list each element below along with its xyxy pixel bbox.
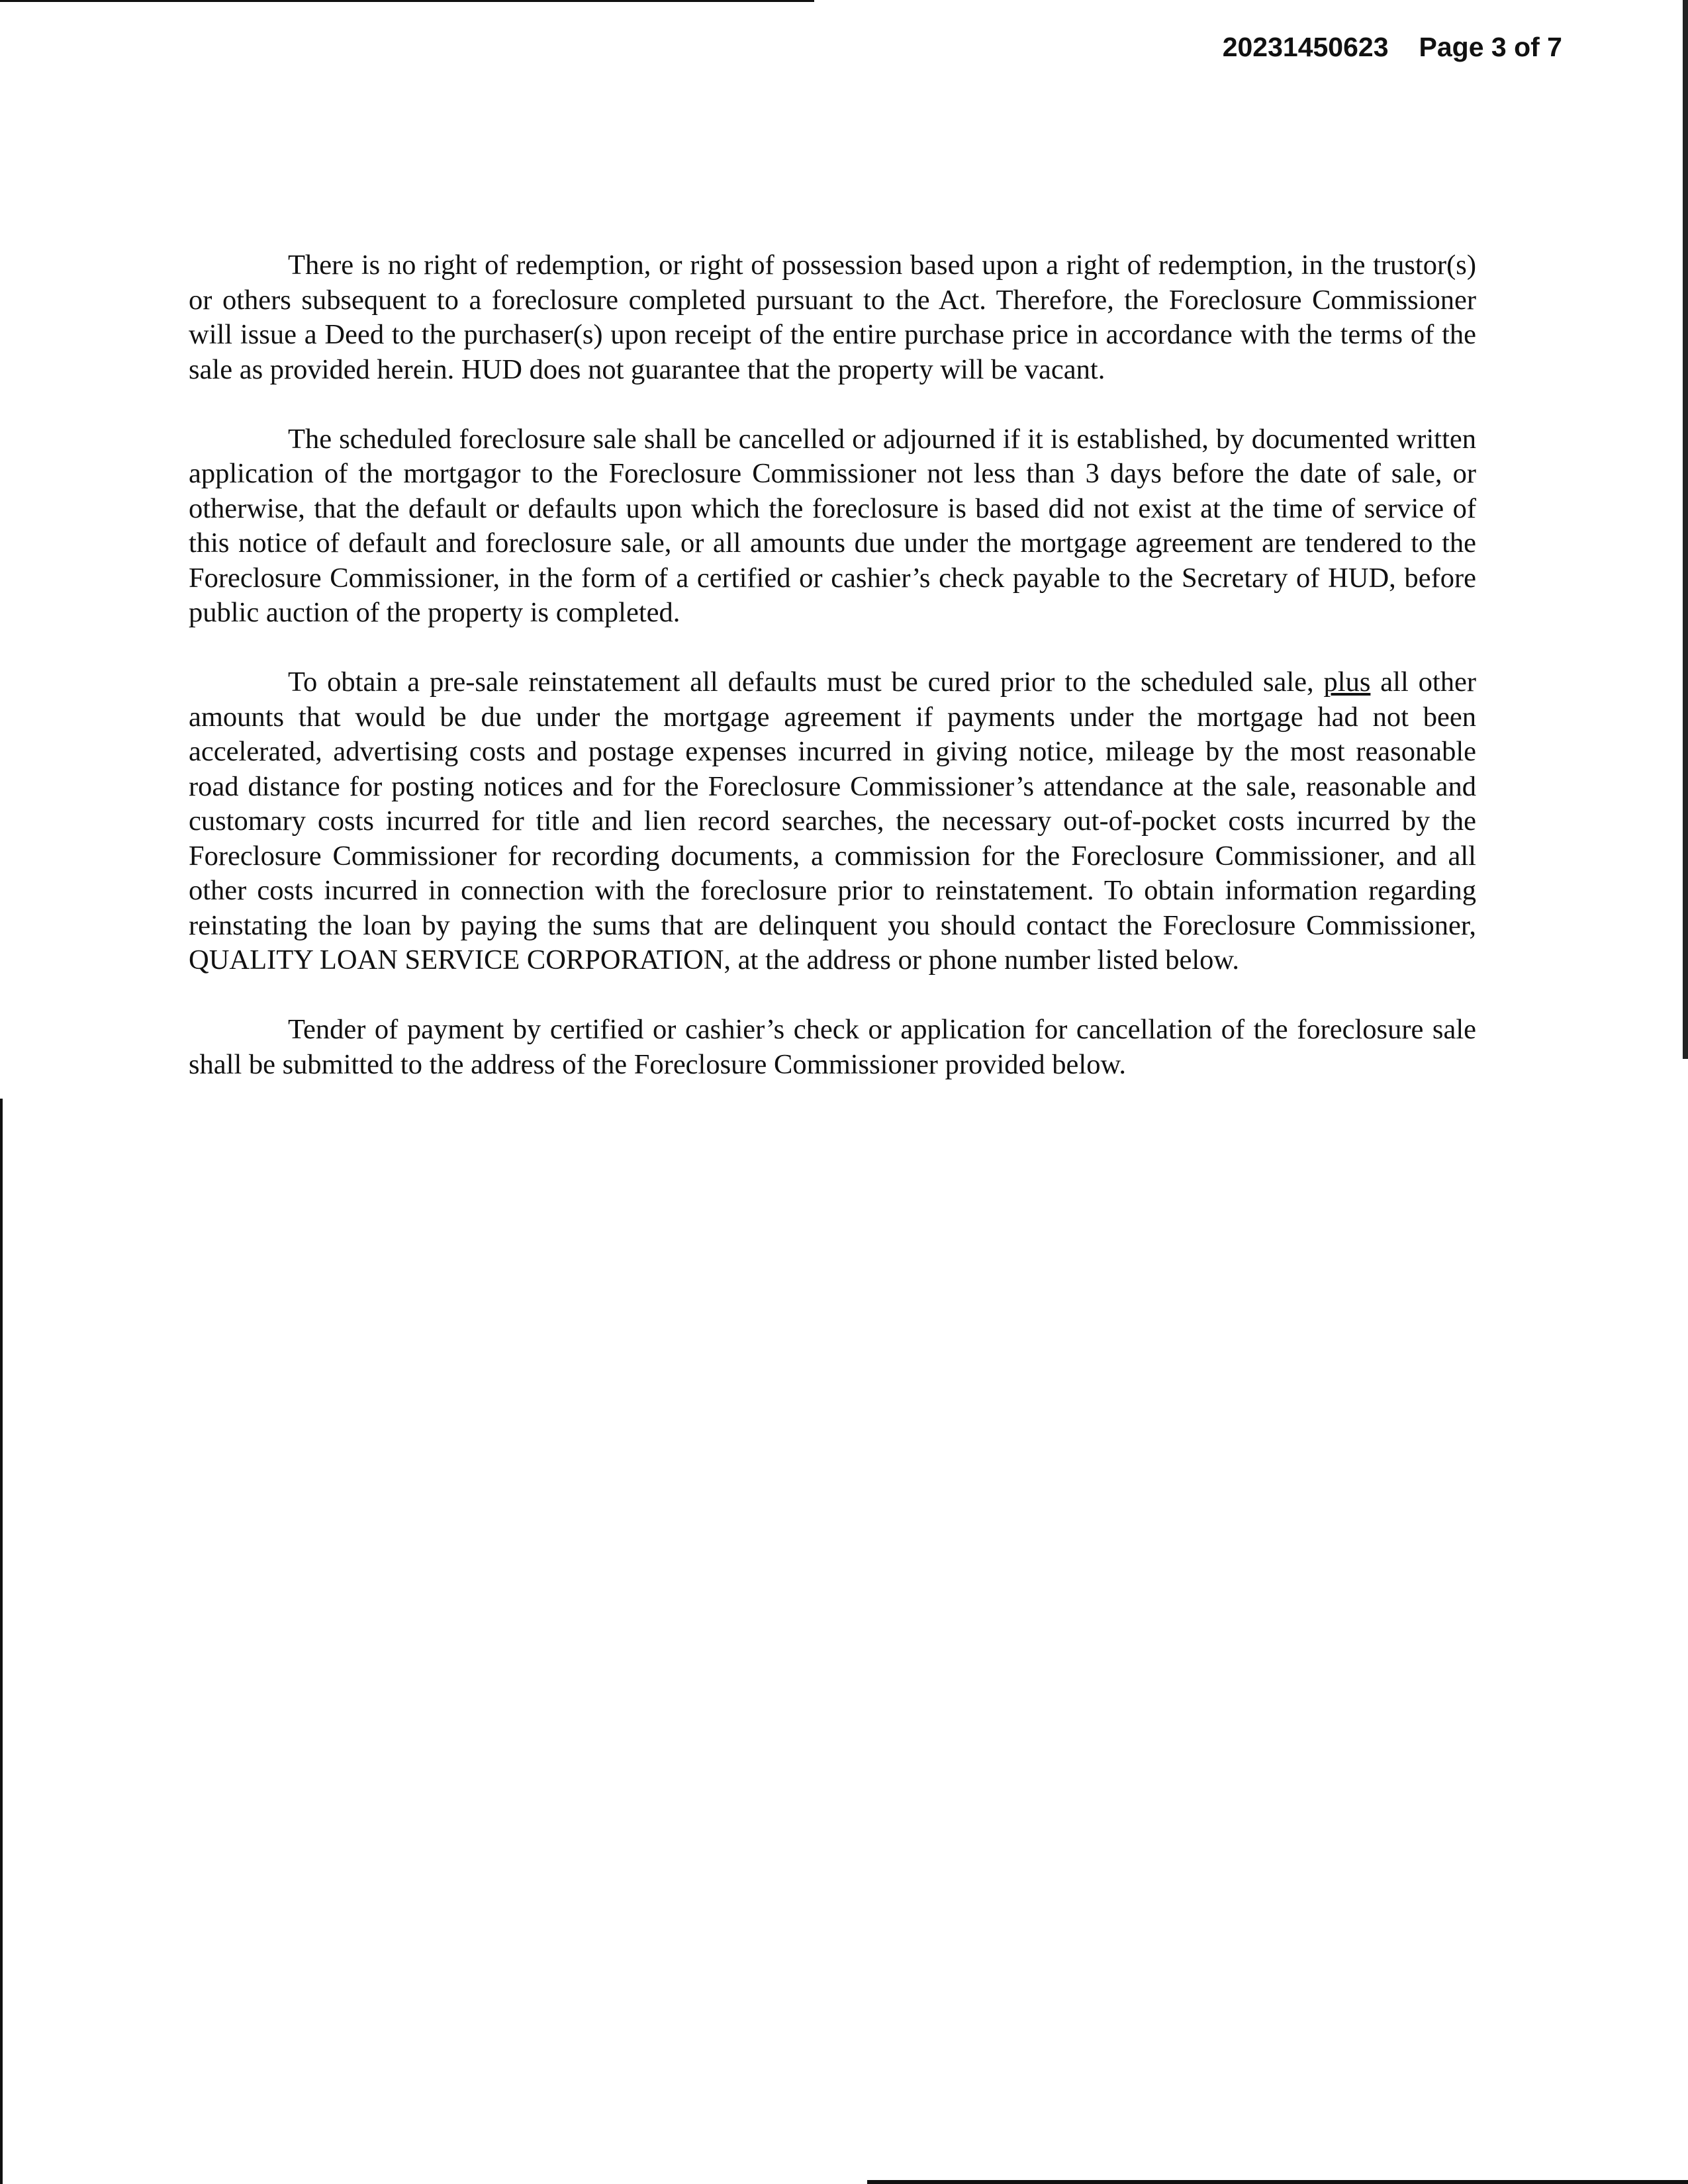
scan-edge-top — [0, 0, 814, 2]
scan-edge-right — [1683, 0, 1688, 1059]
document-number: 20231450623 — [1222, 32, 1389, 62]
reinstatement-text-start: To obtain a pre-sale reinstatement all defaults must be cured prior to the scheduled sale, — [288, 666, 1324, 698]
paragraph-tender-of-payment: Tender of payment by certified or cashier’s check or application for cancellation of the foreclosure sale shall be submitted to the address of the Foreclosure Commissioner provided below. — [189, 1014, 1476, 1080]
underlined-plus: plus — [1323, 666, 1371, 698]
reinstatement-text-end: all other amounts that would be due under the mortgage agreement if payments under the mortgage had not been accelerated, advertising costs and postage expenses incurred in giving notice, mileage by the most reasonable road distance for posting notices and for the Foreclosure Commissioner’s attendance at the sale, reasonable and customary costs incurred for title and lien record searches, the necessary out-of-pocket costs incurred by the Foreclosure Commissioner for recording documents, a commission for the Foreclosure Commissioner, and all other costs incurred in connection with the foreclosure prior to reinstatement. To obtain information regarding reinstating the loan by paying the sums that are delinquent you should contact the Foreclosure Commissioner, QUALITY LOAN SERVICE CORPORATION, at the address or phone number listed below. — [189, 666, 1476, 976]
scan-edge-left — [0, 1099, 3, 2184]
paragraph-redemption: There is no right of redemption, or right of possession based upon a right of redemption, in the trustor(s) or others subsequent to a foreclosure completed pursuant to the Act. Therefore, the Foreclosure Commissioner will issue a Deed to the purchaser(s) upon receipt of the entire purchase price in accordance with the terms of the sale as provided herein. HUD does not guarantee that the property will be vacant. — [189, 250, 1476, 385]
paragraph-reinstatement — [189, 665, 1476, 978]
document-body — [189, 248, 1476, 1117]
page-header — [1223, 32, 1562, 63]
scan-edge-bottom — [867, 2180, 1688, 2184]
paragraph-cancellation: The scheduled foreclosure sale shall be cancelled or adjourned if it is established, by documented written application of the mortgagor to the Foreclosure Commissioner not less than 3 days before the date of sale, or otherwise, that the default or defaults upon which the foreclosure is based did not exist at the time of service of this notice of default and foreclosure sale, or all amounts due under the mortgage agreement are tendered to the Foreclosure Commissioner, in the form of a certified or cashier’s check payable to the Secretary of HUD, before public auction of the property is completed. — [189, 423, 1476, 628]
page-label: Page 3 of 7 — [1419, 32, 1562, 62]
